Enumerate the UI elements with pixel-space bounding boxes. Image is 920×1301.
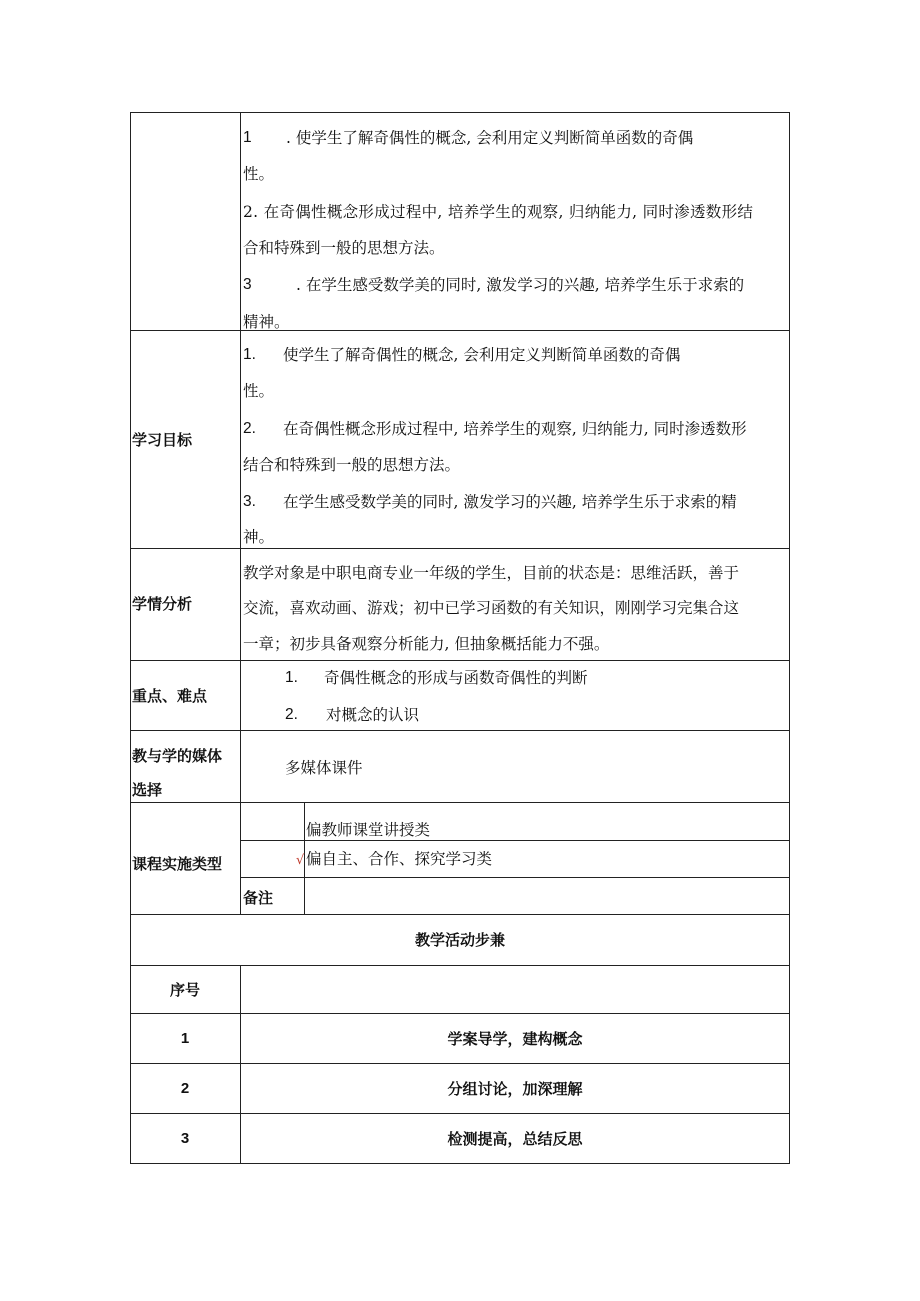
objective-2-line-1: 2. 在奇偶性概念形成过程中, 培养学生的观察, 归纳能力, 同时渗透数形结	[243, 203, 754, 221]
key-point-1-number: 1.	[285, 669, 298, 686]
objective-1-number: 1	[243, 129, 252, 146]
course-type-label: 课程实施类型	[132, 855, 223, 873]
remark-label: 备注	[243, 889, 274, 907]
key-point-1-text: 奇偶性概念的形成与函数奇偶性的判断	[324, 669, 588, 687]
goal-3-number: 3.	[243, 493, 256, 510]
media-value: 多媒体课件	[285, 759, 363, 777]
goal-3-text: 在学生感受数学美的同时, 激发学习的兴趣, 培养学生乐于求索的精	[283, 493, 737, 511]
goal-1-continuation: 性。	[243, 382, 275, 400]
key-point-2-text: 对概念的认识	[326, 706, 420, 724]
activity-row-3-text: 检测提高，总结反思	[447, 1130, 583, 1148]
objective-3-number: 3	[243, 276, 252, 293]
goal-2-continuation: 结合和特殊到一般的思想方法。	[243, 456, 461, 474]
goal-1-number: 1.	[243, 346, 256, 363]
activity-row-2-number: 2	[180, 1080, 190, 1097]
objective-2-line-2: 合和特殊到一般的思想方法。	[243, 239, 445, 257]
sequence-header: 序号	[169, 981, 200, 999]
learner-analysis-line-3: 一章；初步具备观察分析能力, 但抽象概括能力不强。	[243, 635, 610, 653]
learner-analysis-line-2: 交流，喜欢动画、游戏；初中已学习函数的有关知识，刚刚学习完集合这	[243, 599, 740, 617]
goal-2-text: 在奇偶性概念形成过程中, 培养学生的观察, 归纳能力, 同时渗透数形	[283, 420, 747, 438]
course-type-option-2: 偏自主、合作、探究学习类	[306, 850, 493, 868]
goal-3-continuation: 神。	[243, 528, 275, 546]
key-point-2-number: 2.	[285, 706, 298, 723]
course-type-option-1: 偏教师课堂讲授类	[306, 821, 431, 839]
activity-row-1-number: 1	[180, 1030, 190, 1047]
objective-1-text: . 使学生了解奇偶性的概念, 会利用定义判断简单函数的奇偶	[286, 129, 694, 147]
activity-row-3-number: 3	[180, 1130, 190, 1147]
learner-analysis-label: 学情分析	[132, 595, 193, 613]
media-label-line-2: 选择	[132, 781, 163, 799]
learning-goals-label: 学习目标	[132, 431, 193, 449]
activity-row-1-text: 学案导学，建构概念	[447, 1030, 583, 1048]
learner-analysis-line-1: 教学对象是中职电商专业一年级的学生，目前的状态是：思维活跃，善于	[243, 564, 740, 582]
check-mark-icon: √	[296, 853, 305, 868]
goal-1-text: 使学生了解奇偶性的概念, 会利用定义判断简单函数的奇偶	[283, 346, 681, 364]
activity-row-2-text: 分组讨论，加深理解	[447, 1080, 583, 1098]
activities-title: 教学活动步兼	[414, 931, 505, 949]
goal-2-number: 2.	[243, 420, 256, 437]
objective-1-continuation: 性。	[243, 165, 275, 183]
objective-3-continuation: 精神。	[243, 313, 290, 331]
key-points-label: 重点、难点	[132, 687, 208, 705]
objective-3-text: . 在学生感受数学美的同时, 激发学习的兴趣, 培养学生乐于求索的	[296, 276, 745, 294]
media-label-line-1: 教与学的媒体	[132, 747, 223, 765]
